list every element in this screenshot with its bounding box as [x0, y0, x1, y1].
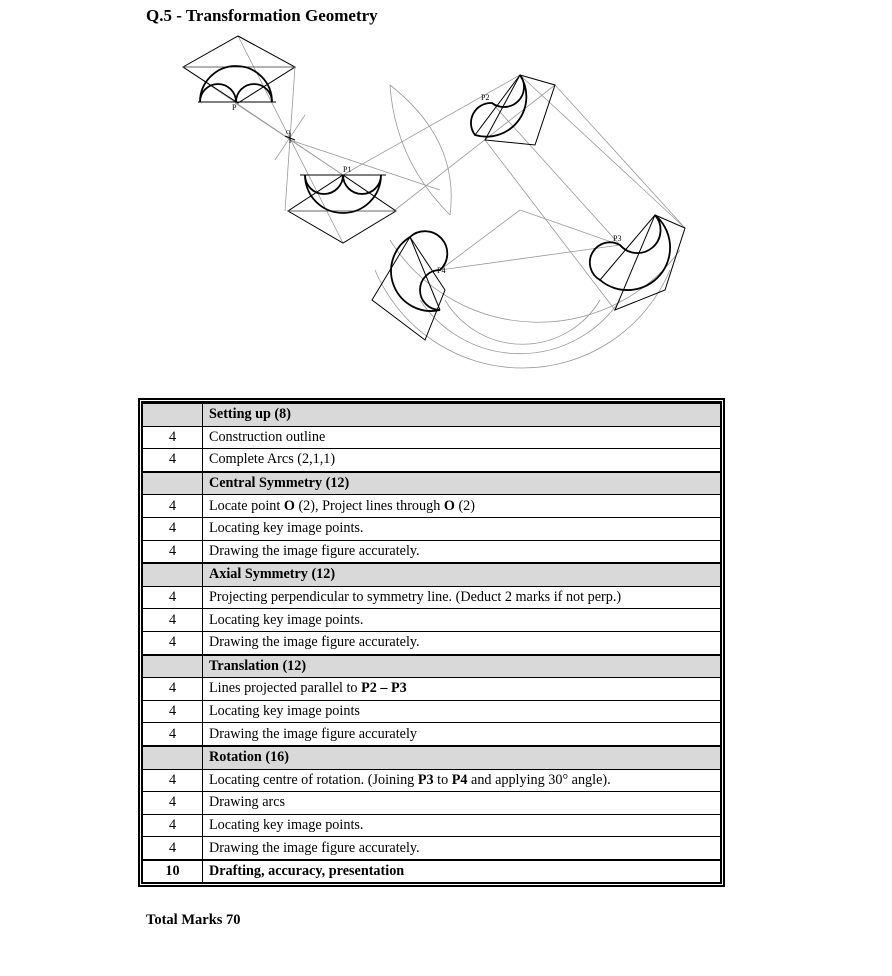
table-row: [143, 792, 721, 815]
criterion-cell: Locating key image points.: [203, 814, 721, 837]
figure-p1: [288, 175, 396, 243]
criterion-cell: Drawing the image figure accurately.: [203, 631, 721, 654]
mark-cell: 4: [143, 837, 203, 860]
criterion-cell: Locating key image points: [203, 700, 721, 723]
figure-p: [183, 36, 295, 103]
mark-cell: [143, 563, 203, 586]
criterion-cell: Lines projected parallel to P2 – P3: [203, 678, 721, 701]
mark-cell: 4: [143, 792, 203, 815]
mark-cell: 4: [143, 678, 203, 701]
section-heading: Axial Symmetry (12): [203, 563, 721, 586]
mark-cell: [143, 746, 203, 769]
section-row: [143, 746, 721, 769]
section-heading: Translation (12): [203, 655, 721, 678]
table-row: [143, 700, 721, 723]
table-row: [143, 586, 721, 609]
mark-cell: 4: [143, 814, 203, 837]
drafting-row: [143, 860, 721, 883]
table-row: [143, 426, 721, 449]
criterion-cell: Construction outline: [203, 426, 721, 449]
table-row: [143, 814, 721, 837]
label-p1: P1: [343, 165, 352, 174]
table-row: [143, 449, 721, 472]
table-row: [143, 837, 721, 860]
transformation-geometry-drawing: [140, 30, 740, 390]
table-row: [143, 540, 721, 563]
label-o: O: [286, 130, 291, 136]
mark-cell: 4: [143, 426, 203, 449]
mark-cell: [143, 472, 203, 495]
mark-cell: 4: [143, 449, 203, 472]
mark-cell: 4: [143, 495, 203, 518]
criterion-cell: Drawing the image figure accurately: [203, 723, 721, 746]
mark-cell: 4: [143, 540, 203, 563]
label-p: P: [232, 103, 237, 112]
section-heading: Central Symmetry (12): [203, 472, 721, 495]
mark-cell: 4: [143, 631, 203, 654]
label-p3: P3: [613, 234, 622, 243]
table-row: [143, 678, 721, 701]
figure-p4: [372, 231, 447, 340]
mark-cell: 4: [143, 517, 203, 540]
criterion-cell: Locating key image points.: [203, 609, 721, 632]
table-row: [143, 723, 721, 746]
criterion-cell: Projecting perpendicular to symmetry line. (Deduct 2 marks if not perp.): [203, 586, 721, 609]
mark-cell: 10: [143, 860, 203, 883]
section-row: [143, 563, 721, 586]
total-marks: Total Marks 70: [146, 912, 241, 928]
table-row: [143, 631, 721, 654]
criterion-cell: Drawing the image figure accurately.: [203, 540, 721, 563]
criterion-cell: Drawing the image figure accurately.: [203, 837, 721, 860]
figure-p2: [471, 75, 555, 145]
table-row: [143, 495, 721, 518]
criterion-cell: Locate point O (2), Project lines through O (2): [203, 495, 721, 518]
table-row: [143, 609, 721, 632]
mark-cell: 4: [143, 586, 203, 609]
mark-cell: 4: [143, 609, 203, 632]
mark-cell: 4: [143, 723, 203, 746]
page-title: Q.5 - Transformation Geometry: [146, 6, 378, 25]
section-heading: Rotation (16): [203, 746, 721, 769]
criterion-cell: Complete Arcs (2,1,1): [203, 449, 721, 472]
mark-cell: 4: [143, 769, 203, 792]
criterion-cell: Locating key image points.: [203, 517, 721, 540]
table-row: [143, 769, 721, 792]
label-p4: P4: [437, 266, 446, 275]
table-row: [143, 517, 721, 540]
section-row: [143, 655, 721, 678]
mark-cell: 4: [143, 700, 203, 723]
criterion-cell: Drafting, accuracy, presentation: [203, 860, 721, 883]
mark-cell: [143, 403, 203, 426]
mark-cell: [143, 655, 203, 678]
marking-scheme-table: [138, 398, 725, 887]
section-row: [143, 403, 721, 426]
section-row: [143, 472, 721, 495]
label-p2: P2: [481, 93, 490, 102]
criterion-cell: Drawing arcs: [203, 792, 721, 815]
criterion-cell: Locating centre of rotation. (Joining P3 to P4 and applying 30° angle).: [203, 769, 721, 792]
section-heading: Setting up (8): [203, 403, 721, 426]
